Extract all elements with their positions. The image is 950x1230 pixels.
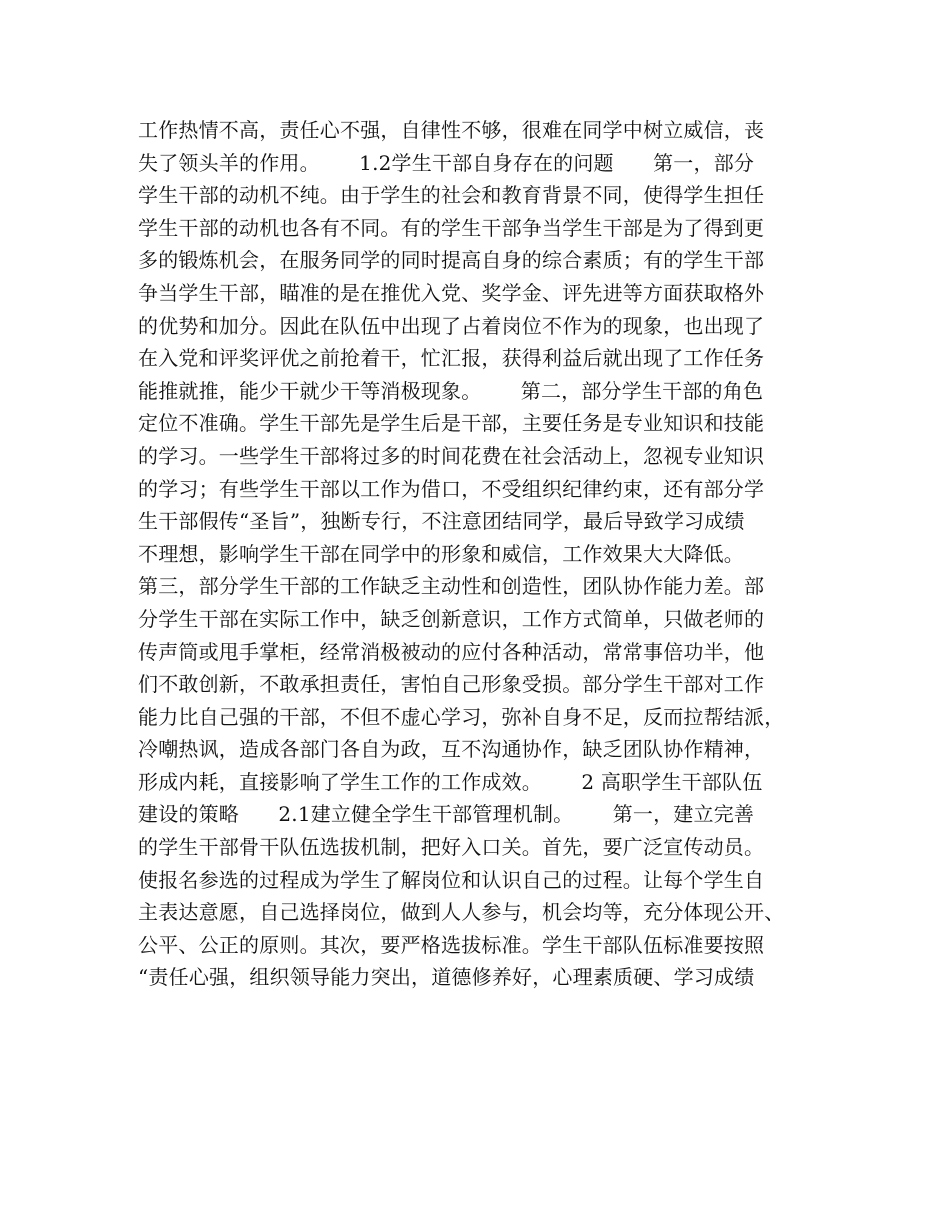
text-line: 学生干部的动机不纯。由于学生的社会和教育背景不同，使得学生担任 bbox=[138, 183, 765, 208]
text-line: “责任心强，组织领导能力突出，道德修养好，心理素质硬、学习成绩 bbox=[138, 965, 755, 990]
text-line: 形成内耗，直接影响了学生工作的工作成效。 2 高职学生干部队伍 bbox=[138, 769, 763, 794]
text-line: 学生干部的动机也各有不同。有的学生干部争当学生干部是为了得到更 bbox=[138, 215, 765, 240]
text-line: 主表达意愿，自己选择岗位，做到人人参与，机会均等，充分体现公开、 bbox=[138, 900, 785, 925]
text-line: 公平、公正的原则。其次，要严格选拔标准。学生干部队伍标准要按照 bbox=[138, 932, 765, 957]
text-line: 分学生干部在实际工作中，缺乏创新意识，工作方式简单，只做老师的 bbox=[138, 606, 765, 631]
text-line: 不理想，影响学生干部在同学中的形象和威信，工作效果大大降低。 bbox=[138, 541, 744, 566]
text-line: 传声筒或甩手掌柜，经常消极被动的应付各种活动，常常事倍功半，他 bbox=[138, 639, 765, 664]
text-line: 的学习。一些学生干部将过多的时间花费在社会活动上，忽视专业知识 bbox=[138, 443, 765, 468]
text-line: 生干部假传“圣旨”，独断专行，不注意团结同学，最后导致学习成绩 bbox=[138, 509, 745, 534]
text-line: 们不敢创新，不敢承担责任，害怕自己形象受损。部分学生干部对工作 bbox=[138, 672, 765, 697]
text-line: 工作热情不高，责任心不强，自律性不够，很难在同学中树立威信，丧 bbox=[138, 118, 765, 142]
text-line: 定位不准确。学生干部先是学生后是干部，主要任务是专业知识和技能 bbox=[138, 411, 765, 436]
text-line: 能力比自己强的干部，不但不虚心学习，弥补自身不足，反而拉帮结派， bbox=[138, 704, 785, 729]
text-line: 冷嘲热讽，造成各部门各自为政，互不沟通协作，缺乏团队协作精神， bbox=[138, 737, 765, 762]
text-line: 多的锻炼机会，在服务同学的同时提高自身的综合素质；有的学生干部 bbox=[138, 248, 765, 273]
text-line: 建设的策略 2.1建立健全学生干部管理机制。 第一，建立完善 bbox=[138, 802, 755, 827]
text-line: 的学生干部骨干队伍选拔机制，把好入口关。首先，要广泛宣传动员。 bbox=[138, 835, 765, 860]
text-line: 的优势和加分。因此在队伍中出现了占着岗位不作为的现象，也出现了 bbox=[138, 313, 765, 338]
body-text bbox=[138, 114, 838, 994]
text-line: 在入党和评奖评优之前抢着干，忙汇报，获得利益后就出现了工作任务 bbox=[138, 346, 765, 371]
text-line: 失了领头羊的作用。 1.2学生干部自身存在的问题 第一，部分 bbox=[138, 150, 755, 175]
text-line: 的学习；有些学生干部以工作为借口，不受组织纪律约束，还有部分学 bbox=[138, 476, 765, 501]
text-line: 争当学生干部，瞄准的是在推优入党、奖学金、评先进等方面获取格外 bbox=[138, 280, 765, 305]
text-line: 能推就推，能少干就少干等消极现象。 第二，部分学生干部的角色 bbox=[138, 378, 764, 403]
text-line: 使报名参选的过程成为学生了解岗位和认识自己的过程。让每个学生自 bbox=[138, 867, 765, 892]
text-line: 第三，部分学生干部的工作缺乏主动性和创造性，团队协作能力差。部 bbox=[138, 574, 765, 599]
